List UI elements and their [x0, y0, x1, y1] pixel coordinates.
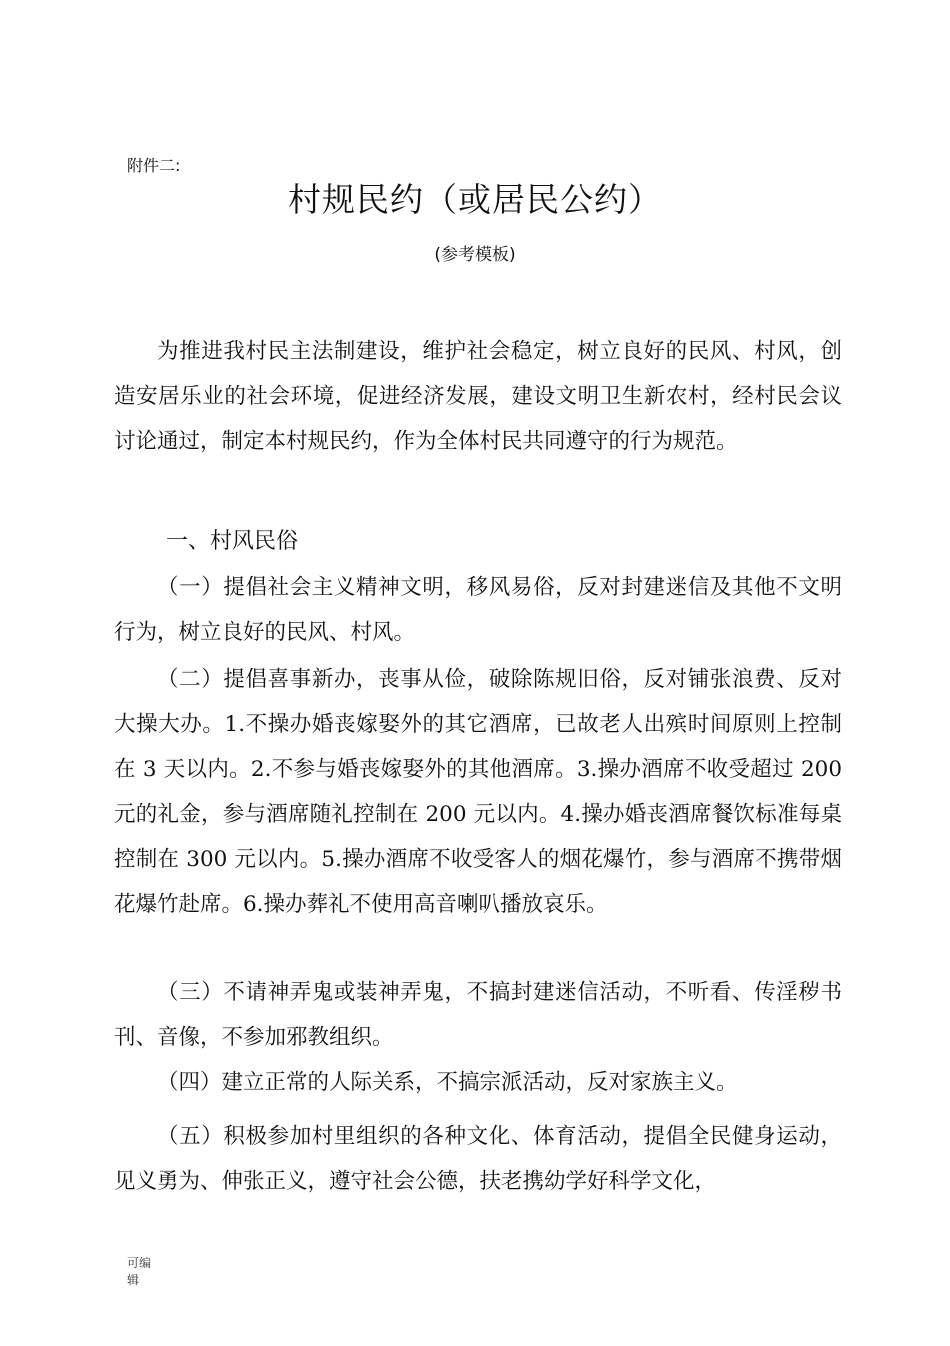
clause-paragraph: （三）不请神弄鬼或装神弄鬼，不搞封建迷信活动，不听看、传淫秽书刊、音像，不参加邪教组织。	[114, 980, 842, 1050]
attachment-label: 附件二:	[127, 156, 181, 175]
clause-paragraph: （四）建立正常的人际关系，不搞宗派活动，反对家族主义。	[157, 1070, 738, 1095]
clause-paragraph: （五）积极参加村里组织的各种文化、体育活动，提倡全民健身运动，见义勇为、伸张正义，遵守社会公德，扶老携幼学好科学文化，	[114, 1124, 842, 1194]
clause-paragraph: （二）提倡喜事新办，丧事从俭，破除陈规旧俗，反对铺张浪费、反对大操大办。1.不操办婚丧嫁娶外的其它酒席，已故老人出殡时间原则上控制在 3 天以内。2.不参与婚丧嫁娶外的其他酒席。3.操办酒席不收受超过 200 元的礼金，参与酒席随礼控制在 200 元以内。4.操办婚丧酒席餐饮标准每桌控制在 300 元以内。5.操办酒席不收受客人的烟花爆竹，参与酒席不携带烟花爆竹赴席。6.操办葬礼不使用高音喇叭播放哀乐。	[114, 667, 842, 917]
document-subtitle: (参考模板)	[434, 245, 516, 265]
editable-note: 可编辑	[127, 1256, 152, 1287]
clause-paragraph: （一）提倡社会主义精神文明，移风易俗，反对封建迷信及其他不文明行为，树立良好的民风、村风。	[114, 575, 842, 645]
section-heading: 一、村风民俗	[166, 529, 299, 554]
intro-paragraph: 为推进我村民主法制建设，维护社会稳定，树立良好的民风、村风，创造安居乐业的社会环境，促进经济发展，建设文明卫生新农村，经村民会议讨论通过，制定本村规民约，作为全体村民共同遵守的行为规范。	[114, 339, 842, 454]
document-title: 村规民约（或居民公约）	[288, 180, 662, 219]
